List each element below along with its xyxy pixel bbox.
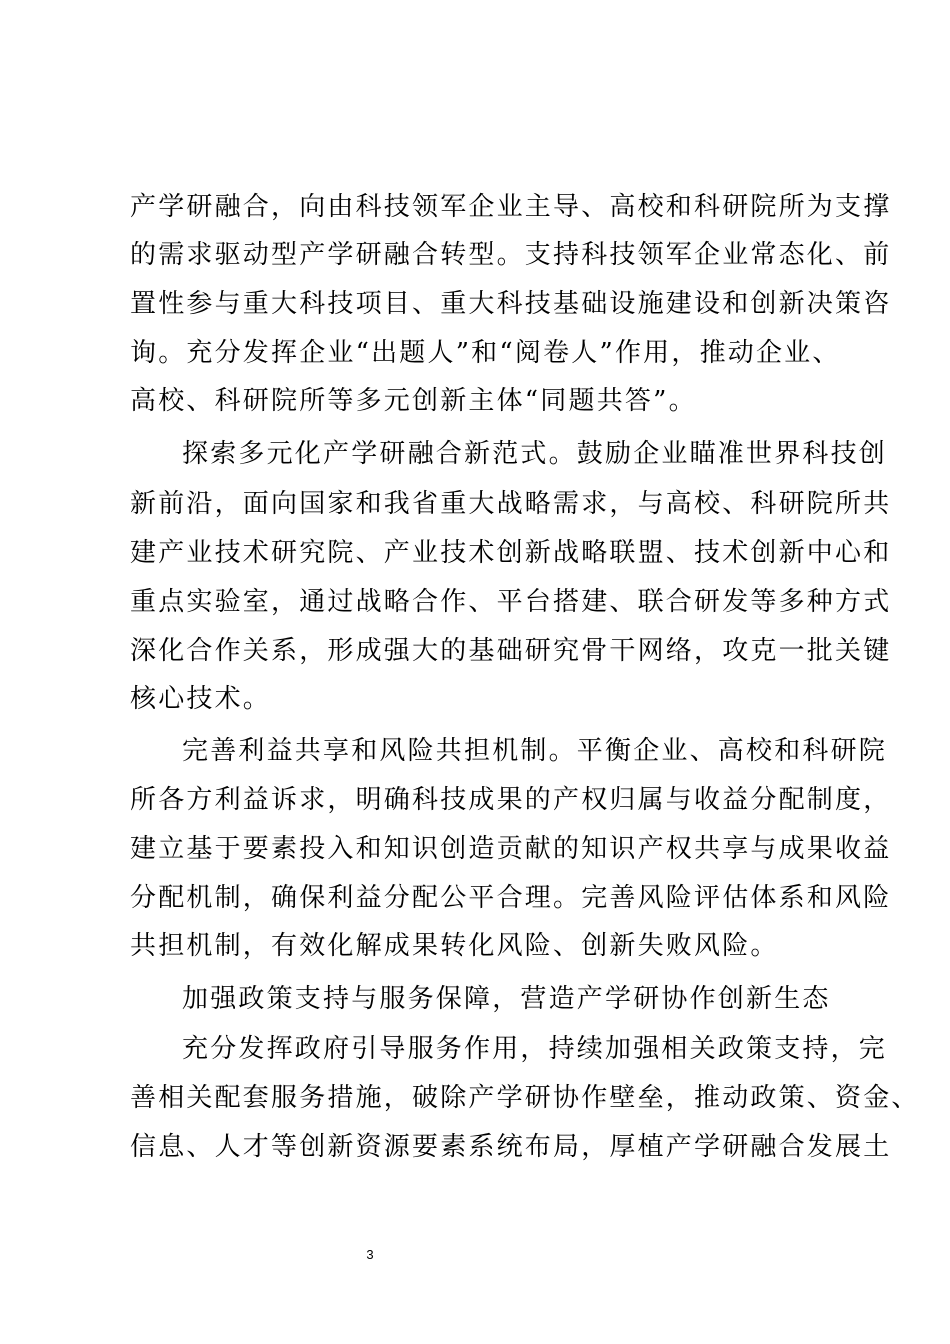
text-line-8: 建产业技术研究院、产业技术创新战略联盟、技术创新中心和	[130, 538, 892, 568]
text-line-4: 询。充分发挥企业“出题人”和“阅卷人”作用，推动企业、	[130, 338, 841, 368]
text-line-10: 深化合作关系，形成强大的基础研究骨干网络，攻克一批关键	[130, 636, 892, 666]
text-line-5: 高校、科研院所等多元创新主体“同题共答”。	[130, 386, 697, 416]
text-line-15: 分配机制，确保利益分配公平合理。完善风险评估体系和风险	[130, 883, 892, 913]
paragraph-heading-2: 完善利益共享和风险共担机制。平衡企业、高校和科研院	[182, 736, 888, 766]
text-line-9: 重点实验室，通过战略合作、平台搭建、联合研发等多种方式	[130, 587, 892, 617]
text-line-19: 善相关配套服务措施，破除产学研协作壁垒，推动政策、资金、	[130, 1083, 920, 1113]
text-line-2: 的需求驱动型产学研融合转型。支持科技领军企业常态化、前	[130, 240, 892, 270]
page-number: 3	[366, 1247, 374, 1262]
text-line-3: 置性参与重大科技项目、重大科技基础设施建设和创新决策咨	[130, 289, 892, 319]
text-line-13: 所各方利益诉求，明确科技成果的产权归属与收益分配制度，	[130, 785, 892, 815]
text-line-1: 产学研融合，向由科技领军企业主导、高校和科研院所为支撑	[130, 192, 892, 222]
paragraph-heading-3: 充分发挥政府引导服务作用，持续加强相关政策支持，完	[182, 1034, 888, 1064]
text-line-16: 共担机制，有效化解成果转化风险、创新失败风险。	[130, 931, 779, 961]
text-line-11: 核心技术。	[130, 684, 272, 714]
paragraph-heading-1: 探索多元化产学研融合新范式。鼓励企业瞄准世界科技创	[182, 439, 888, 469]
text-line-7: 新前沿，面向国家和我省重大战略需求，与高校、科研院所共	[130, 489, 892, 519]
text-line-20: 信息、人才等创新资源要素系统布局，厚植产学研融合发展土	[130, 1132, 892, 1162]
text-line-14: 建立基于要素投入和知识创造贡献的知识产权共享与成果收益	[130, 834, 892, 864]
section-heading: 加强政策支持与服务保障，营造产学研协作创新生态	[182, 984, 831, 1014]
